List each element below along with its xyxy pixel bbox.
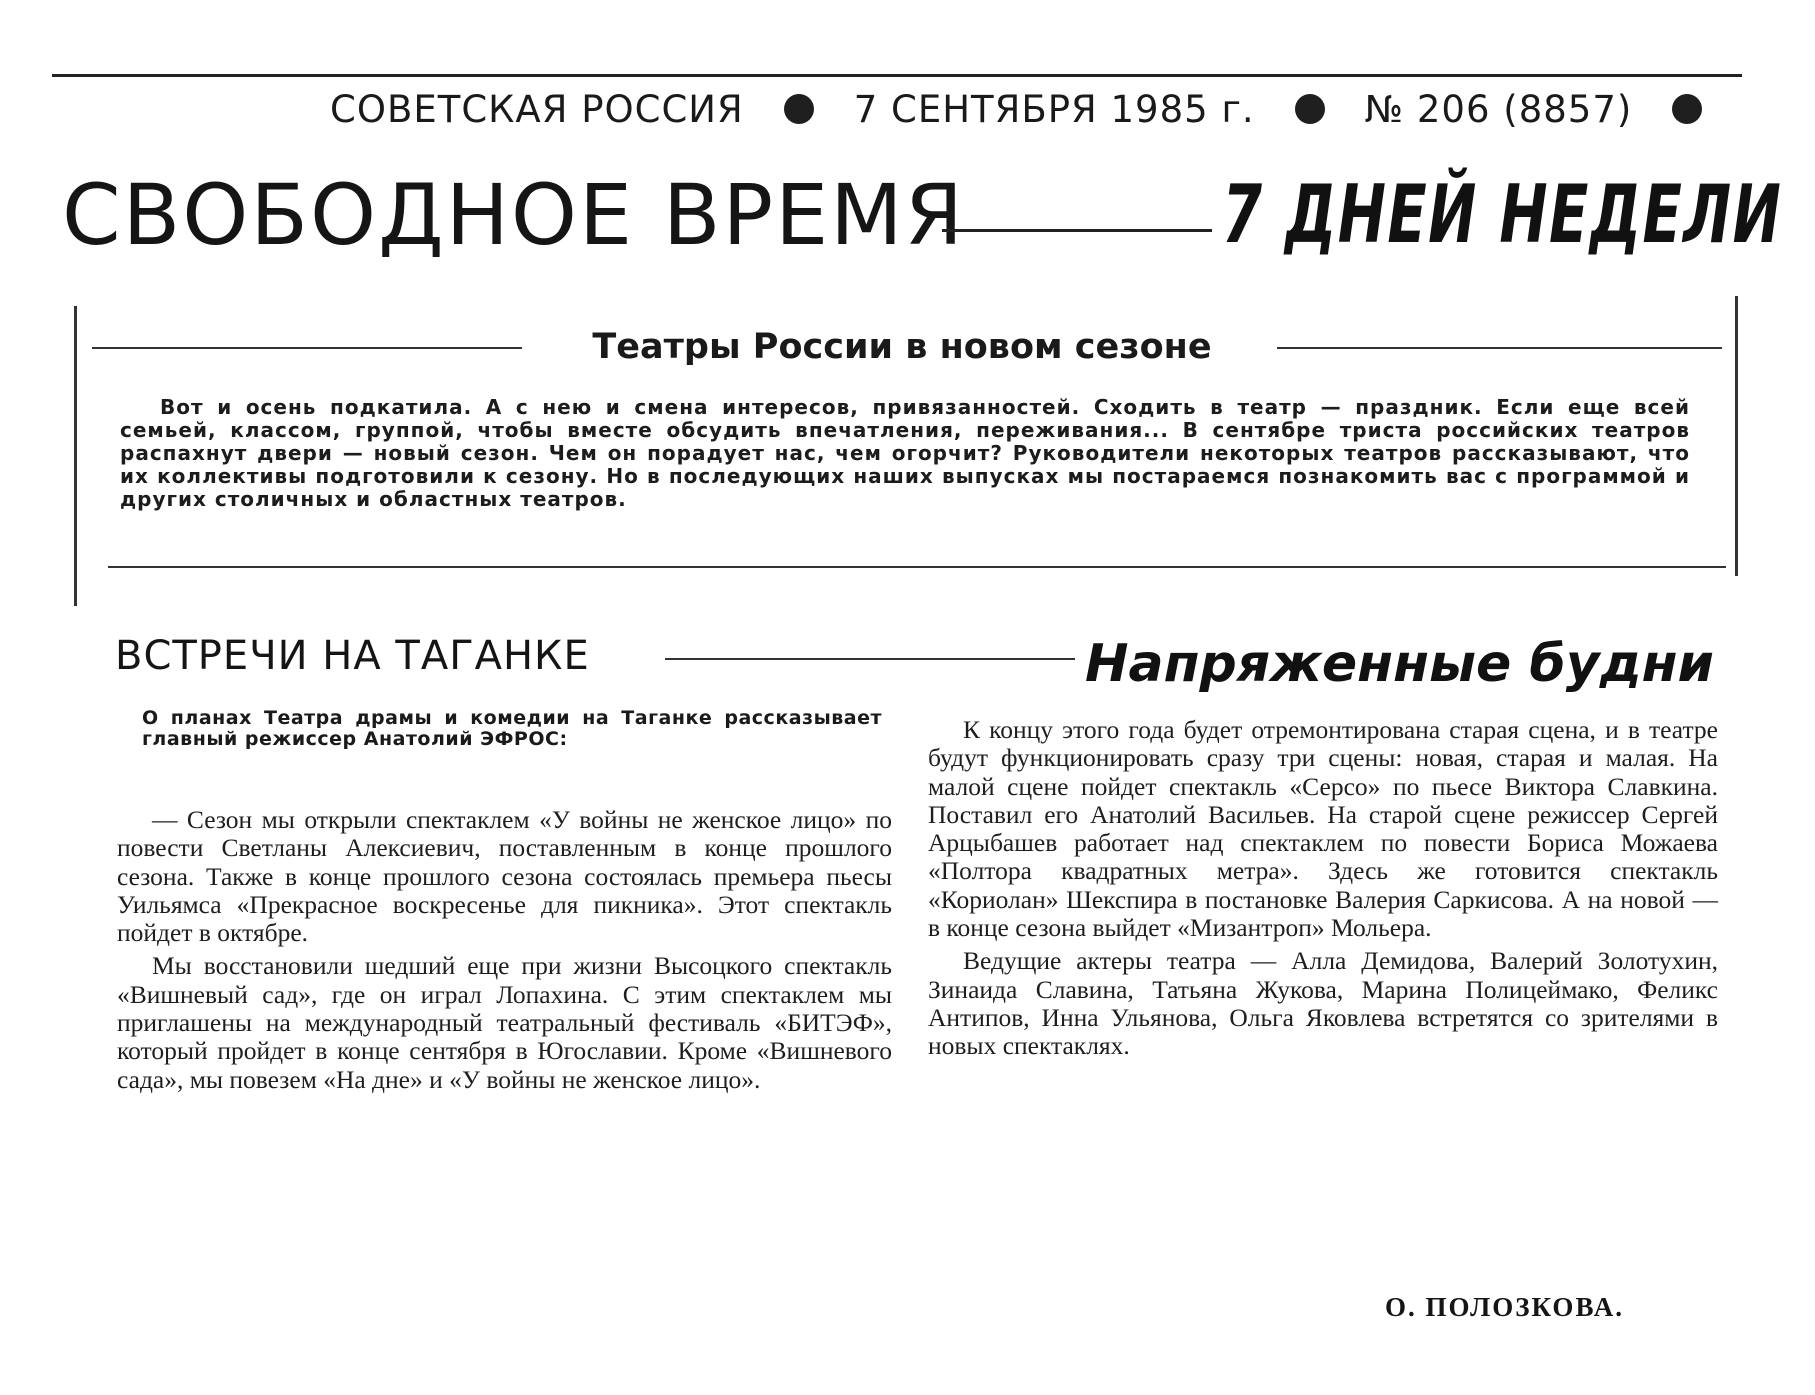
paragraph: Ведущие актеры театра — Алла Демидова, Валерий Золотухин, Зинаида Славина, Татьяна Жукова, Марина Полицеймако, Феликс Антипов, Инна Ульянова, Ольга Яковлева встретятся со зрителями в новых спектаклях. — [928, 946, 1718, 1061]
right-article-body — [928, 716, 1718, 1061]
bullet-icon — [1295, 94, 1325, 124]
left-article-title: ВСТРЕЧИ НА ТАГАНКЕ — [115, 633, 590, 679]
article-title-divider — [665, 658, 1075, 660]
paragraph: Мы восстановили шедший еще при жизни Высоцкого спектакль «Вишневый сад», где он играл Лопахина. С этим спектаклем мы приглашены на международный театральный фестиваль «БИТЭФ», который пройдет в конце сентября в Югославии. Кроме «Вишневого сада», мы повезем «На дне» и «У войны не женское лицо». — [117, 951, 892, 1094]
masthead — [330, 84, 1702, 134]
intro-heading-rule-left — [92, 347, 522, 349]
left-article-lead: О планах Театра драмы и комедии на Таганке рассказывает главный режиссер Анатолий ЭФРОС: — [142, 707, 882, 750]
intro-heading-rule-right — [1277, 347, 1722, 349]
intro-frame-right — [1735, 296, 1738, 576]
author-signature: О. ПОЛОЗКОВА. — [1385, 1292, 1624, 1322]
paragraph: — Сезон мы открыли спектаклем «У войны не женское лицо» по повести Светланы Алексиевич, поставленным в конце прошлого сезона. Также в конце прошлого сезона состоялась премьера пьесы Уильямса «Прекрасное воскресенье для пикника». Этот спектакль пойдет в октябре. — [117, 805, 892, 948]
section-header — [62, 165, 1783, 265]
paragraph: К концу этого года будет отремонтирована старая сцена, и в театре будут функционировать сразу три сцены: новая, старая и малая. На малой сцене пойдет спектакль «Серсо» по пьесе Виктора Славкина. Поставил его Анатолий Васильев. На старой сцене режиссер Сергей Арцыбашев работает над спектаклем по повести Бориса Можаева «Полтора квадратных метра». Здесь же готовится спектакль «Кориолан» Шекспира в постановке Валерия Саркисова. А на новой — в конце сезона выйдет «Мизантроп» Мольера. — [928, 715, 1718, 943]
top-rule — [52, 74, 1742, 77]
intro-heading — [92, 322, 1722, 372]
section-title: СВОБОДНОЕ ВРЕМЯ — [62, 166, 966, 264]
intro-text: Вот и осень подкатила. А с нею и смена интересов, привязанностей. Сходить в театр — праздник. Если еще всей семьей, классом, группой, чтобы вместе обсудить впечатления, переживания... В сентябре триста российских театров распахнут двери — новый сезон. Чем он порадует нас, чем огорчит? Руководители некоторых театров рассказывают, что их коллективы подготовили к сезону. Но в последующих наших выпусках мы постараемся познакомить вас с программой и других столичных и областных театров. — [120, 395, 1690, 511]
issue-date: 7 СЕНТЯБРЯ 1985 г. — [853, 87, 1255, 131]
issue-number: № 206 (8857) — [1364, 87, 1633, 131]
intro-bottom-rule — [108, 566, 1726, 568]
bullet-icon — [1672, 94, 1702, 124]
right-article-title: Напряженные будни — [1085, 634, 1714, 694]
newspaper-name: СОВЕТСКАЯ РОССИЯ — [330, 87, 744, 131]
intro-title: Театры России в новом сезоне — [592, 327, 1212, 367]
intro-frame-left — [74, 306, 77, 606]
header-divider — [942, 229, 1212, 232]
left-article-body — [117, 806, 892, 1094]
bullet-icon — [784, 94, 814, 124]
rubric-title: 7 ДНЕЙ НЕДЕЛИ — [1222, 168, 1783, 261]
